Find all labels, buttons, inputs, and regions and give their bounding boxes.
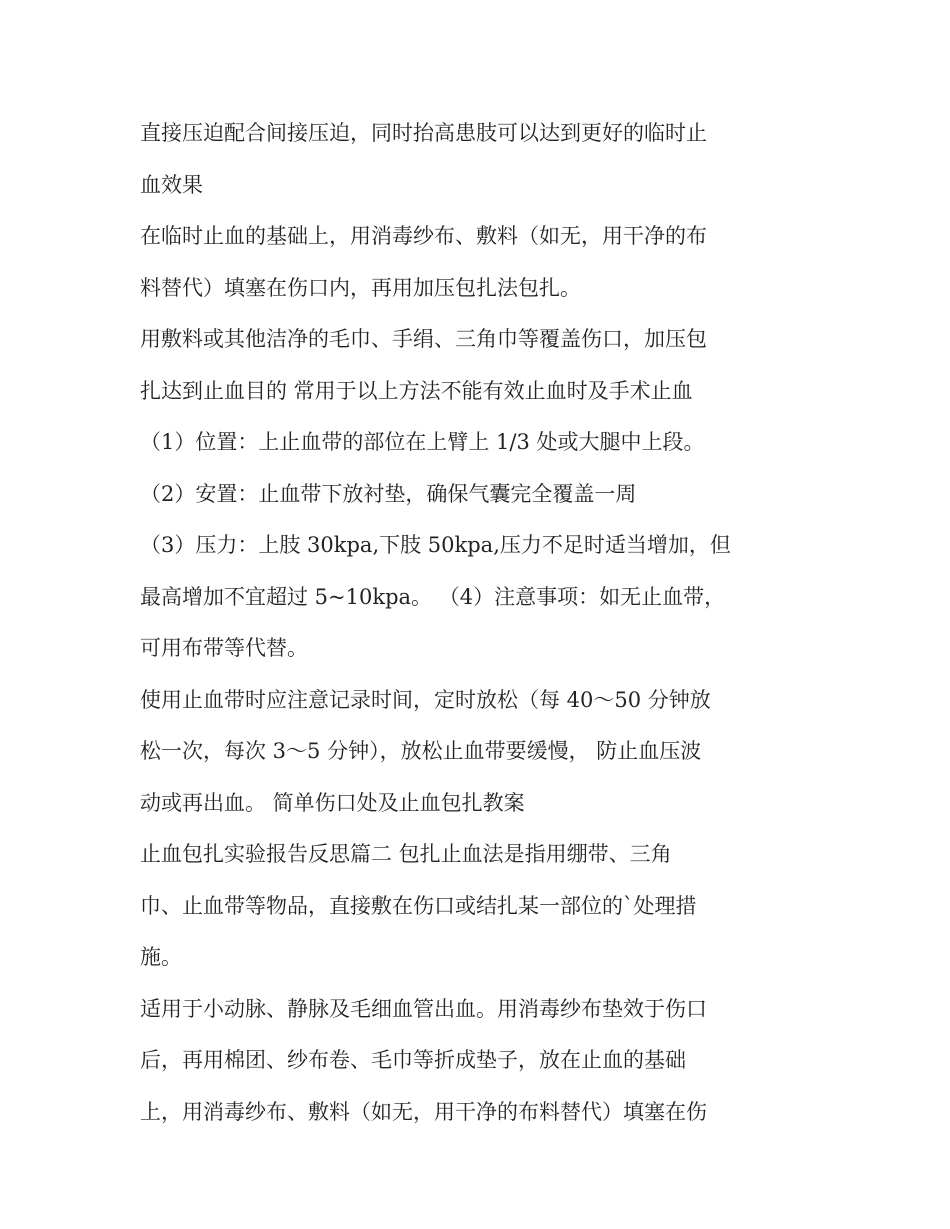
text-line: 施。	[140, 945, 182, 969]
text-line: （1）位置：上止血带的部位在上臂上 1/3 处或大腿中上段。	[140, 430, 705, 454]
body-text	[140, 108, 830, 1138]
text-line: 最高增加不宜超过 5~10kpa。 （4）注意事项：如无止血带，	[140, 584, 726, 609]
text-line: 后，再用棉团、纱布卷、毛巾等折成垫子，放在止血的基础	[140, 1048, 686, 1072]
text-line: （3）压力：上肢 30kpa,下肢 50kpa,压力不足时适当增加，但	[140, 533, 731, 557]
text-line: 可用布带等代替。	[140, 636, 308, 660]
text-line: 在临时止血的基础上，用消毒纱布、敷料（如无，用干净的布	[140, 224, 707, 248]
text-line: 适用于小动脉、静脉及毛细血管出血。用消毒纱布垫效于伤口	[140, 996, 707, 1021]
text-line: （2）安置：止血带下放衬垫，确保气囊完全覆盖一周	[140, 481, 637, 506]
text-line: 动或再出血。 简单伤口处及止血包扎教案	[140, 790, 525, 815]
text-line: 巾、止血带等物品，直接敷在伤口或结扎某一部位的`处理措	[140, 893, 697, 918]
text-line: 止血包扎实验报告反思篇二 包扎止血法是指用绷带、三角	[140, 842, 672, 866]
text-line: 使用止血带时应注意记录时间，定时放松（每 40～50 分钟放	[140, 687, 711, 712]
text-line: 松一次，每次 3～5 分钟），放松止血带要缓慢， 防止血压波	[140, 739, 702, 763]
text-line: 血效果	[140, 172, 203, 197]
text-line: 用敷料或其他洁净的毛巾、手绢、三角巾等覆盖伤口，加压包	[140, 327, 707, 351]
text-line: 上，用消毒纱布、敷料（如无，用干净的布料替代）填塞在伤	[140, 1099, 707, 1124]
text-line: 直接压迫配合间接压迫，同时抬高患肢可以达到更好的临时止	[140, 121, 707, 145]
text-line: 扎达到止血目的 常用于以上方法不能有效止血时及手术止血	[140, 378, 693, 403]
text-line: 料替代）填塞在伤口内，再用加压包扎法包扎。	[140, 275, 581, 300]
